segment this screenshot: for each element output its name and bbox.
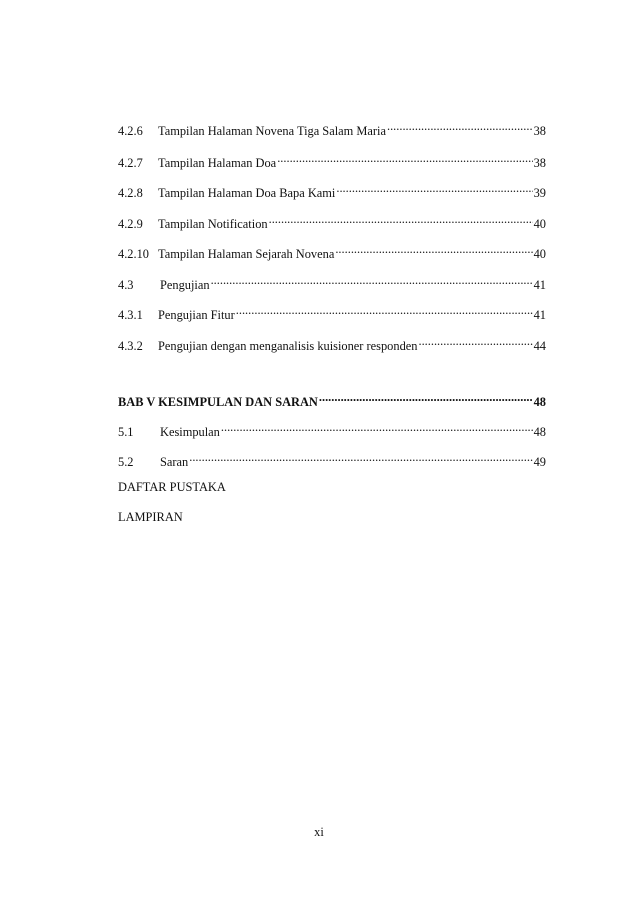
toc-entry-number: 5.2 [118, 455, 134, 469]
toc-entry-number: 4.2.9 [118, 217, 143, 231]
toc-entry-page: 49 [533, 455, 546, 469]
toc-entry-number: 4.2.8 [118, 186, 143, 200]
toc-lampiran[interactable]: LAMPIRAN [118, 510, 183, 524]
toc-entry-4-2-9[interactable] [118, 210, 546, 231]
toc-daftar-pustaka[interactable]: DAFTAR PUSTAKA [118, 480, 226, 494]
toc-entry-number: 4.3.1 [118, 308, 143, 322]
toc-entry-title: Saran [160, 455, 189, 469]
toc-entry-4-3-1[interactable] [118, 301, 546, 322]
toc-dot-leader [236, 301, 533, 319]
toc-dot-leader [319, 388, 533, 406]
toc-entry-4-3[interactable] [118, 271, 546, 292]
toc-entry-page: 41 [533, 278, 546, 292]
toc-entry-title: Pengujian Fitur [158, 308, 235, 322]
toc-dot-leader [211, 271, 533, 289]
toc-dot-leader [277, 149, 532, 167]
toc-entry-title: Tampilan Notification [158, 217, 268, 231]
toc-entry-number: 4.2.7 [118, 156, 143, 170]
toc-entry-page: 40 [533, 247, 546, 261]
toc-dot-leader [269, 210, 533, 228]
toc-entry-number: 4.3.2 [118, 339, 143, 353]
toc-entry-number: 4.2.6 [118, 124, 143, 138]
toc-entry-number: 5.1 [118, 425, 134, 439]
toc-entry-page: 44 [533, 339, 546, 353]
toc-chapter-page: 48 [533, 395, 546, 409]
toc-entry-page: 40 [533, 217, 546, 231]
toc-dot-leader [387, 117, 533, 135]
toc-entry-4-3-2[interactable] [118, 332, 546, 353]
toc-entry-title: Kesimpulan [160, 425, 220, 439]
toc-entry-5-2[interactable] [118, 448, 546, 469]
toc-dot-leader [189, 448, 532, 466]
toc-entry-page: 38 [533, 156, 546, 170]
toc-entry-title: Tampilan Halaman Doa [158, 156, 277, 170]
toc-entry-title: Tampilan Halaman Novena Tiga Salam Maria [158, 124, 386, 138]
toc-entry-4-2-8[interactable] [118, 179, 546, 200]
toc-dot-leader [336, 179, 532, 197]
toc-chapter-title: BAB V KESIMPULAN DAN SARAN [118, 395, 318, 409]
toc-entry-4-2-7[interactable] [118, 149, 546, 170]
toc-entry-page: 41 [533, 308, 546, 322]
toc-entry-title: Tampilan Halaman Sejarah Novena [158, 247, 335, 261]
toc-entry-page: 39 [533, 186, 546, 200]
toc-entry-page: 38 [533, 124, 546, 138]
toc-entry-number: 4.3 [118, 278, 134, 292]
toc-entry-number: 4.2.10 [118, 247, 149, 261]
toc-dot-leader [221, 418, 533, 436]
toc-chapter-bab-v[interactable] [118, 388, 546, 409]
toc-entry-5-1[interactable] [118, 418, 546, 439]
toc-entry-4-2-6[interactable] [118, 117, 546, 138]
toc-entry-title: Pengujian dengan menganalisis kuisioner responden [158, 339, 418, 353]
toc-entry-title: Tampilan Halaman Doa Bapa Kami [158, 186, 336, 200]
toc-dot-leader [335, 240, 532, 258]
toc-entry-4-2-10[interactable] [118, 240, 546, 261]
toc-entry-title: Pengujian [160, 278, 210, 292]
toc-dot-leader [418, 332, 532, 350]
page-number: xi [314, 825, 324, 839]
toc-entry-page: 48 [533, 425, 546, 439]
